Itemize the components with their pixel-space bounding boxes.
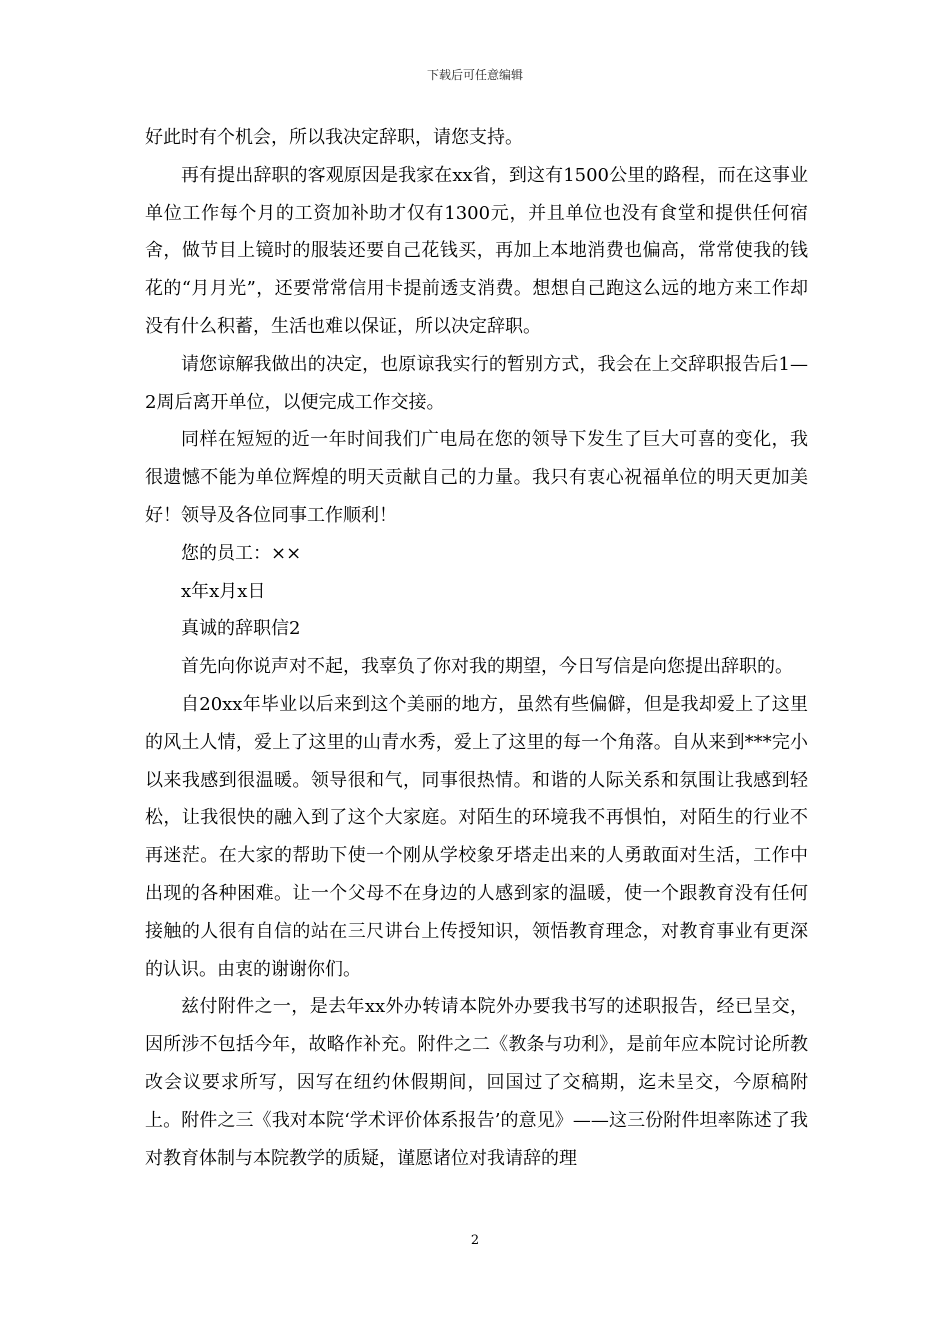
- paragraph: 同样在短短的近一年时间我们广电局在您的领导下发生了巨大可喜的变化，我很遗憾不能为单位辉煌的明天贡献自己的力量。我只有衷心祝福单位的明天更加美好！领导及各位同事工作顺利！: [145, 429, 808, 526]
- paragraph: 好此时有个机会，所以我决定辞职，请您支持。: [145, 127, 523, 148]
- document-body: [145, 119, 808, 1177]
- paragraph: 自20xx年毕业以后来到这个美丽的地方，虽然有些偏僻，但是我却爱上了这里的风土人情，爱上了这里的山青水秀，爱上了这里的每一个角落。自从来到***完小以来我感到很温暖。领导很和气，同事很热情。和谐的人际关系和氛围让我感到轻松，让我很快的融入到了这个大家庭。对陌生的环境我不再惧怕，对陌生的行业不再迷茫。在大家的帮助下使一个刚从学校象牙塔走出来的人勇敢面对生活，工作中出现的各种困难。让一个父母不在身边的人感到家的温暖，使一个跟教育没有任何接触的人很有自信的站在三尺讲台上传授知识，领悟教育理念，对教育事业有更深的认识。由衷的谢谢你们。: [145, 693, 808, 980]
- page-number: 2: [470, 1233, 480, 1248]
- section-title: 真诚的辞职信2: [181, 618, 301, 640]
- paragraph: 再有提出辞职的客观原因是我家在xx省，到这有1500公里的路程，而在这事业单位工作每个月的工资加补助才仅有1300元，并且单位也没有食堂和提供任何宿舍，做节目上镜时的服装还要自己花钱买，再加上本地消费也偏高，常常使我的钱花的“月月光”，还要常常信用卡提前透支消费。想想自己跑这么远的地方来工作却没有什么积蓄，生活也难以保证，所以决定辞职。: [145, 164, 808, 337]
- paragraph: 首先向你说声对不起，我辜负了你对我的期望，今日写信是向您提出辞职的。: [181, 656, 793, 678]
- date-line: x年x月x日: [181, 580, 266, 602]
- paragraph: 兹付附件之一，是去年xx外办转请本院外办要我书写的述职报告，经已呈交，因所涉不包括今年，故略作补充。附件之二《教条与功利》，是前年应本院讨论所教改会议要求所写，因写在纽约休假期间，回国过了交稿期，迄未呈交，今原稿附上。附件之三《我对本院‘学术评价体系报告’的意见》——这三份附件坦率陈述了我对教育体制与本院教学的质疑，谨愿诸位对我请辞的理: [145, 996, 808, 1169]
- paragraph: 请您谅解我做出的决定，也原谅我实行的暂别方式，我会在上交辞职报告后1—2周后离开单位，以便完成工作交接。: [145, 353, 808, 413]
- signature-line: 您的员工：××: [181, 542, 302, 564]
- page-header: 下载后可任意编辑: [426, 68, 523, 82]
